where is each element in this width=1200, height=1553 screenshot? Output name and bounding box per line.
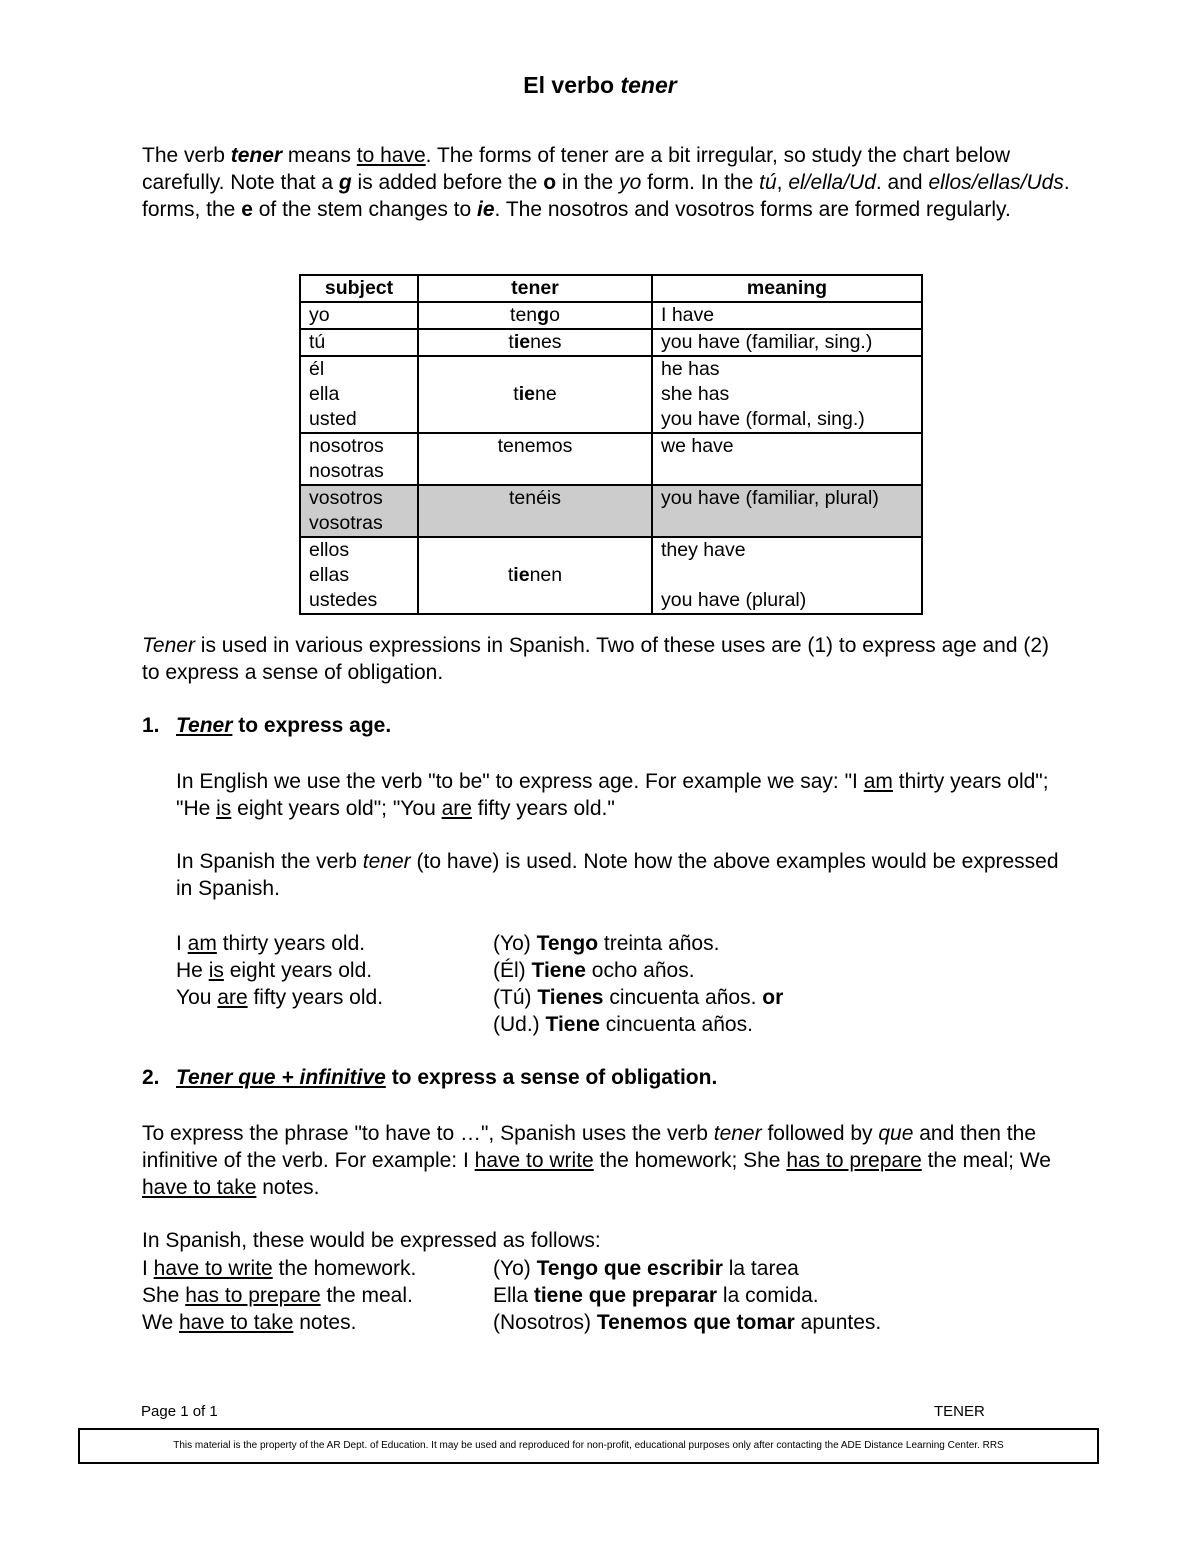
obligation-example-english: We have to take notes.: [142, 1311, 357, 1334]
age-example-spanish: (Él) Tiene ocho años.: [493, 959, 695, 982]
intro-paragraph: The verb tener means to have. The forms of tener are a bit irregular, so study the chart below carefully. Note that a g is added before the o in the yo form. In the tú, el/ella/Ud. and ellos/ellas/Uds. forms, the e of the stem changes to ie. The nosotros and vosotros forms are formed regularly.: [142, 144, 1070, 221]
age-example-spanish: (Yo) Tengo treinta años.: [493, 932, 720, 955]
subject-cell: usted: [309, 408, 357, 430]
age-example-spanish: (Tú) Tienes cincuenta años. or: [493, 986, 784, 1009]
verb-cell: tengo: [418, 302, 652, 329]
subject-cell: ellas: [309, 564, 350, 586]
verb-cell: tenéis: [418, 485, 652, 537]
obligation-example-english: I have to write the homework.: [142, 1257, 417, 1280]
table-row: [300, 433, 922, 485]
column-header: subject: [300, 275, 418, 302]
meaning-cell: you have (familiar, plural): [661, 487, 879, 509]
meaning-cell: you have (formal, sing.): [661, 408, 865, 430]
meaning-cell: I have: [661, 304, 715, 326]
footer-topic: TENER: [934, 1403, 985, 1420]
page-number: Page 1 of 1: [141, 1403, 218, 1420]
verb-cell: tenemos: [418, 433, 652, 485]
meaning-cell: [661, 563, 913, 588]
age-example-english: He is eight years old.: [176, 959, 373, 982]
meaning-cell: you have (familiar, sing.): [661, 331, 873, 353]
table-row: [300, 329, 922, 356]
subject-cell: ustedes: [309, 589, 378, 611]
age-example-english: I am thirty years old.: [176, 932, 366, 955]
table-row: [300, 537, 922, 614]
verb-cell: tienes: [418, 329, 652, 356]
obligation-example-spanish: (Nosotros) Tenemos que tomar apuntes.: [493, 1311, 882, 1334]
table-row: [300, 356, 922, 433]
verb-cell: tienen: [418, 537, 652, 614]
copyright-notice: This material is the property of the AR Dept. of Education. It may be used and reproduced for non-profit, educational purposes only after contacting the ADE Distance Learning Center. RRS: [78, 1428, 1099, 1464]
uses-paragraph: Tener is used in various expressions in Spanish. Two of these uses are (1) to express age and (2) to express a sense of obligation.: [142, 634, 1050, 684]
meaning-cell: you have (plural): [661, 589, 807, 611]
page-title: El verbo tener: [523, 72, 677, 98]
section-1-heading: 1. Tener to express age.: [142, 714, 392, 737]
meaning-cell: we have: [661, 435, 734, 457]
subject-cell: vosotras: [309, 512, 383, 534]
section-2-paragraph-1: To express the phrase "to have to …", Spanish uses the verb tener followed by que and then the infinitive of the verb. For example: I have to write the homework; She has to prepare the meal; We have to take notes.: [142, 1122, 1051, 1199]
table-row: [300, 302, 922, 329]
conjugation-table: [299, 274, 923, 615]
verb-cell: tiene: [418, 356, 652, 433]
obligation-example-spanish: Ella tiene que preparar la comida.: [493, 1284, 819, 1307]
table-row: [300, 485, 922, 537]
meaning-cell: she has: [661, 383, 730, 405]
section-1-paragraph-2: In Spanish the verb tener (to have) is used. Note how the above examples would be expressed in Spanish.: [176, 850, 1059, 900]
table-header-row: [300, 275, 922, 302]
section-2-heading: 2. Tener que + infinitive to express a sense of obligation.: [142, 1066, 718, 1089]
section-2-paragraph-2: In Spanish, these would be expressed as follows:: [142, 1229, 601, 1252]
subject-cell: tú: [309, 331, 326, 353]
subject-cell: yo: [309, 304, 330, 326]
obligation-example-english: She has to prepare the meal.: [142, 1284, 413, 1307]
age-example-spanish: (Ud.) Tiene cincuenta años.: [493, 1013, 753, 1036]
meaning-cell: he has: [661, 358, 720, 380]
meaning-cell: they have: [661, 539, 746, 561]
subject-cell: él: [309, 358, 325, 380]
subject-cell: nosotras: [309, 460, 384, 482]
age-example-english: You are fifty years old.: [176, 986, 384, 1009]
column-header: meaning: [652, 275, 922, 302]
section-1-paragraph-1: In English we use the verb "to be" to express age. For example we say: "I am thirty years old"; "He is eight years old"; "You are fifty years old.": [176, 770, 1049, 820]
subject-cell: nosotros: [309, 435, 384, 457]
subject-cell: vosotros: [309, 487, 383, 509]
column-header: tener: [418, 275, 652, 302]
subject-cell: ellos: [309, 539, 350, 561]
obligation-example-spanish: (Yo) Tengo que escribir la tarea: [493, 1257, 799, 1280]
subject-cell: ella: [309, 383, 340, 405]
